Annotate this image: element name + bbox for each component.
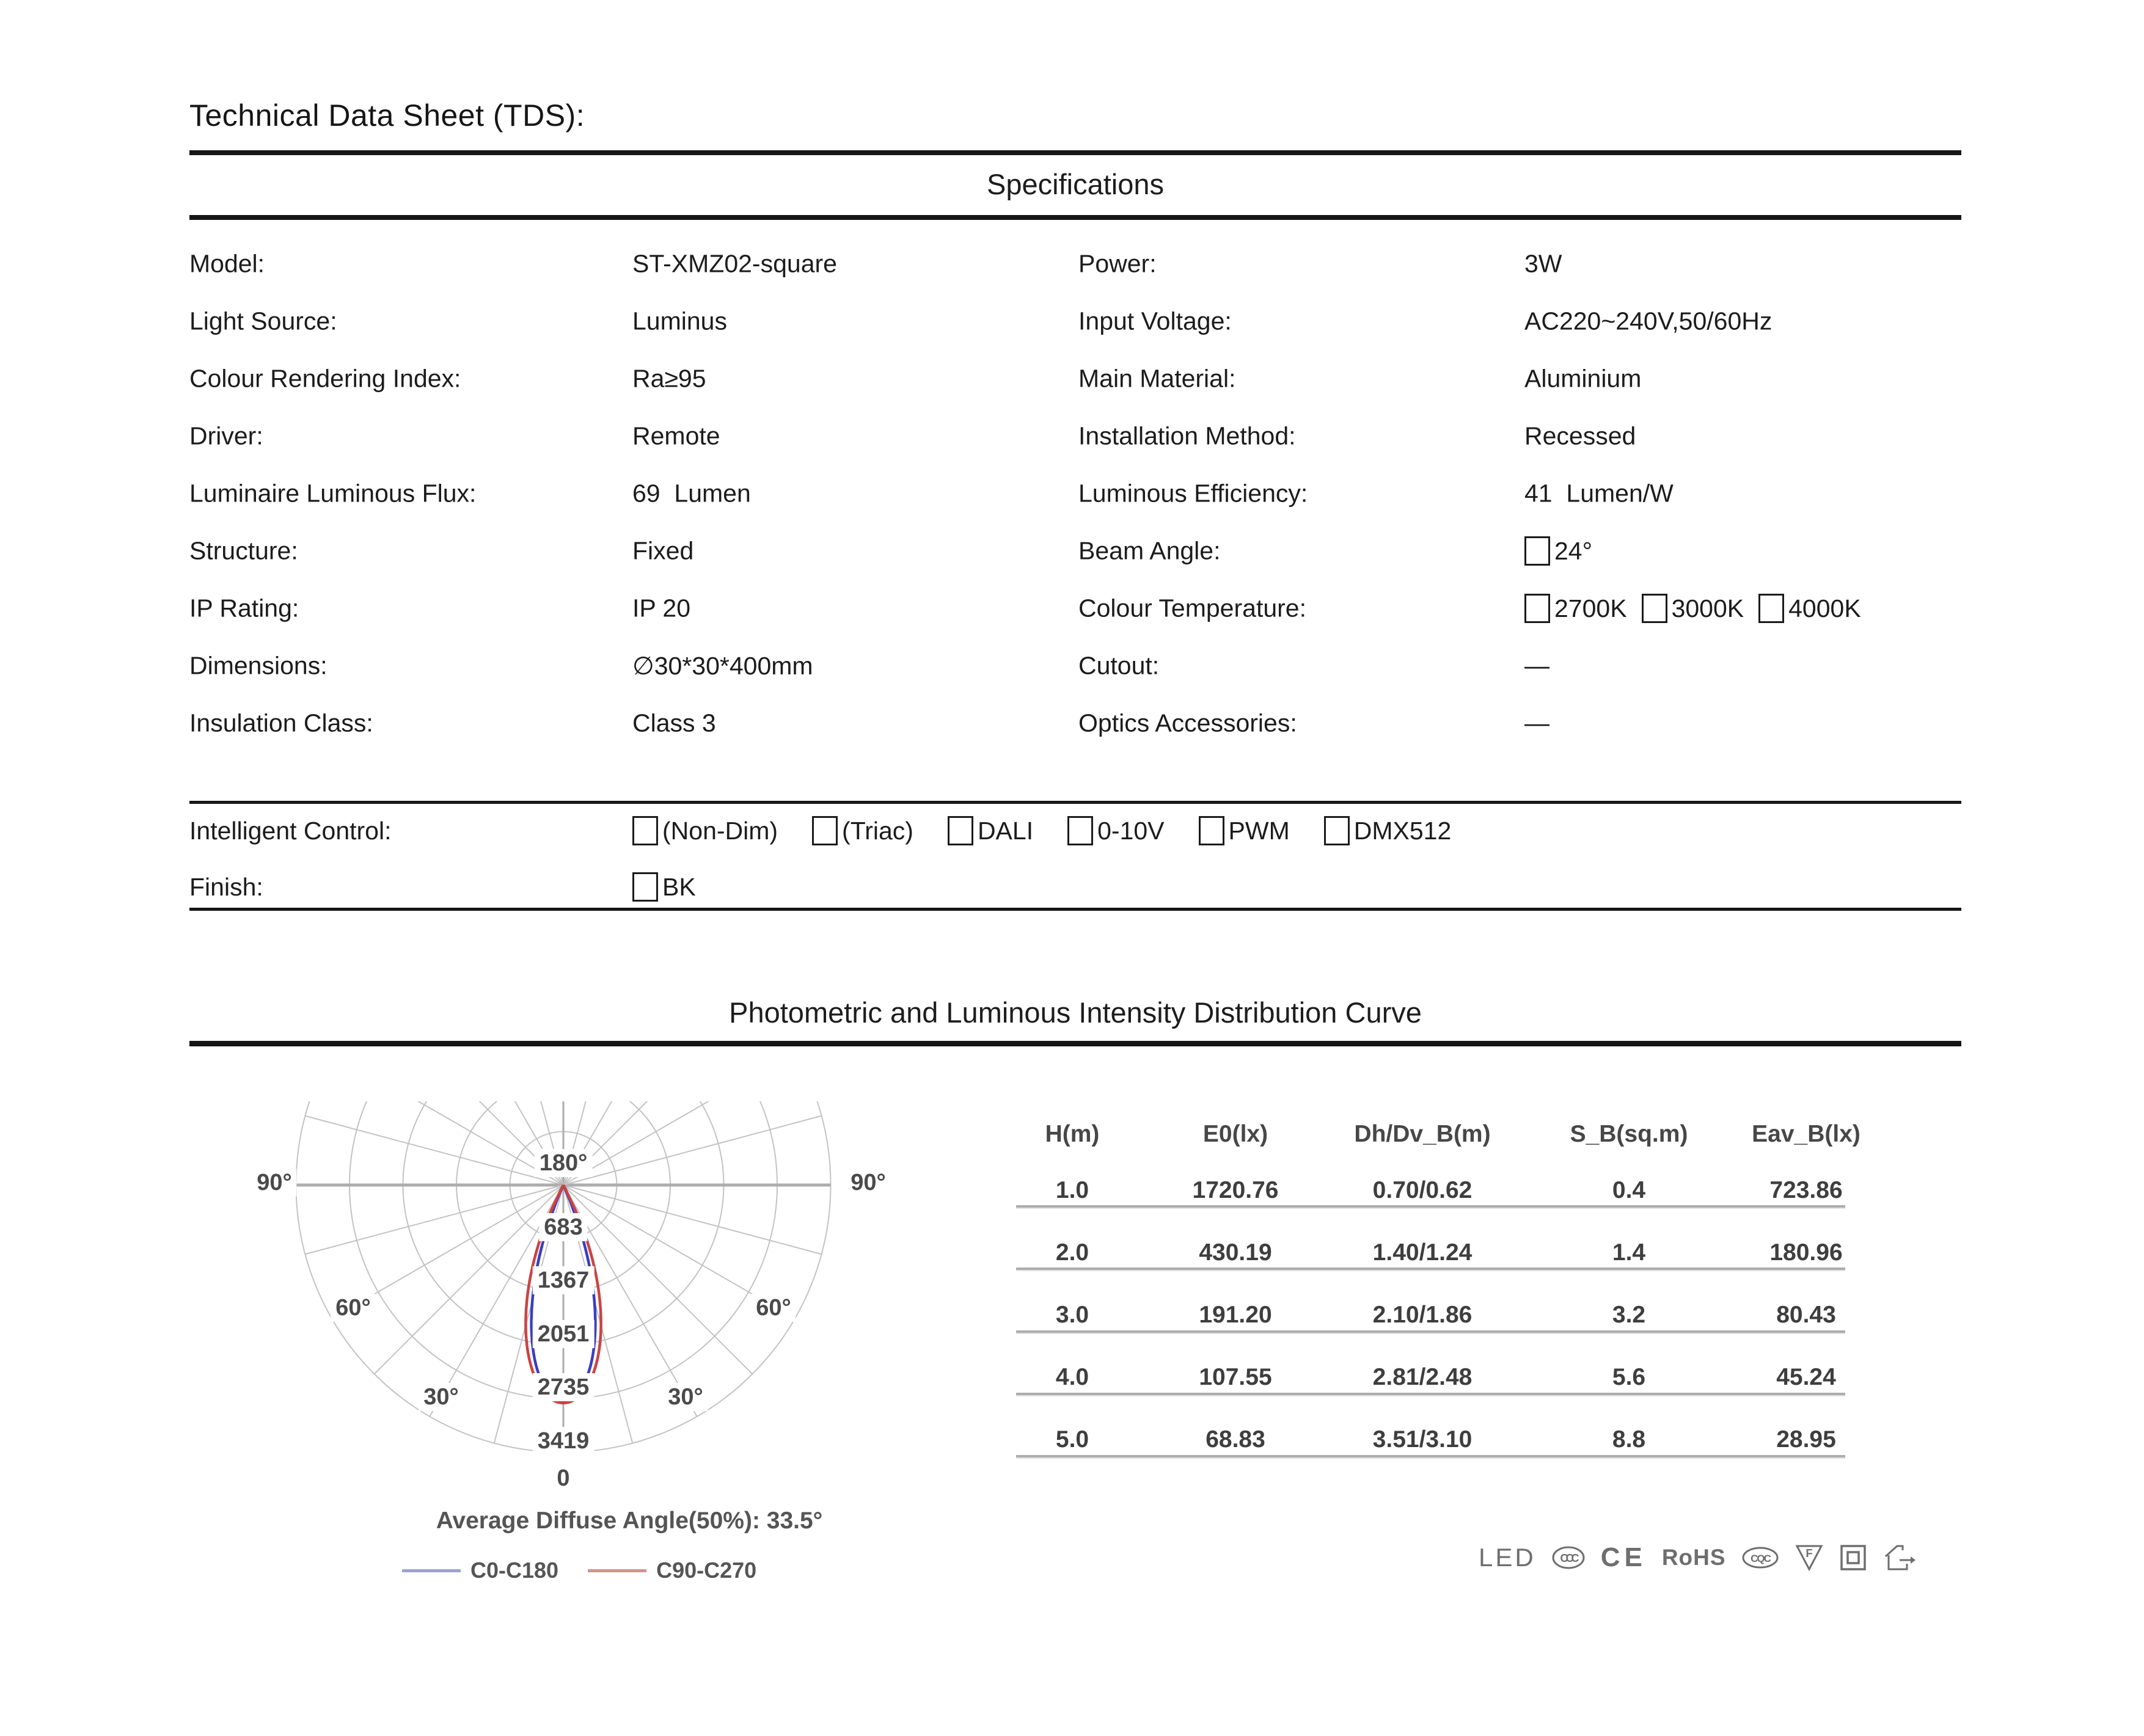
check-label: BK [662, 872, 696, 901]
spec-label: Beam Angle: [1078, 536, 1221, 565]
average-diffuse-angle-note: Average Diffuse Angle(50%): 33.5° [436, 1508, 823, 1534]
angle-label-60-left: 60° [331, 1294, 375, 1322]
check-label: 24° [1554, 536, 1593, 565]
spec-label: Power: [1078, 249, 1157, 278]
table-header-cell: E0(lx) [1202, 1121, 1268, 1147]
table-cell: 1.40/1.24 [1372, 1239, 1473, 1266]
f-text: F [1806, 1547, 1813, 1559]
table-cell: 4.0 [1055, 1364, 1089, 1390]
spec-label: Colour Temperature: [1078, 594, 1306, 622]
table-cell: 723.86 [1769, 1177, 1843, 1203]
rohs-label: RoHS [1661, 1545, 1726, 1570]
ring-value-label: 3419 [533, 1427, 595, 1455]
spec-label: Model: [189, 249, 265, 278]
spec-value: IP 20 [632, 594, 690, 622]
check-label: (Triac) [842, 816, 913, 845]
spec-value: AC220~240V,50/60Hz [1524, 307, 1773, 335]
table-row-divider [1016, 1205, 1845, 1209]
table-cell: 3.2 [1612, 1302, 1646, 1328]
table-cell: 3.51/3.10 [1372, 1426, 1473, 1453]
angle-label-30-left: 30° [419, 1383, 463, 1411]
table-cell: 45.24 [1776, 1364, 1836, 1390]
spec-label: Insulation Class: [189, 709, 373, 737]
angle-label-0: 0 [552, 1464, 574, 1492]
table-cell: 1.0 [1055, 1177, 1089, 1203]
table-cell: 0.4 [1612, 1177, 1646, 1203]
legend-label: C90-C270 [656, 1558, 757, 1583]
check-label: 3000K [1671, 594, 1744, 622]
spec-label: Luminous Efficiency: [1078, 479, 1308, 508]
legend-item [402, 1558, 558, 1583]
table-cell: 0.70/0.62 [1372, 1177, 1473, 1203]
spec-value: Ra≥95 [632, 364, 706, 393]
ring-value-label: 2051 [533, 1320, 595, 1348]
table-header-cell: Dh/Dv_B(m) [1354, 1121, 1491, 1147]
check-label: DALI [977, 816, 1034, 845]
table-cell: 430.19 [1199, 1239, 1272, 1266]
table-cell: 191.20 [1199, 1302, 1272, 1328]
table-header-cell: Eav_B(lx) [1752, 1121, 1860, 1147]
chart-legend [402, 1558, 756, 1583]
certification-icons [1479, 1542, 1915, 1574]
table-cell: 80.43 [1776, 1302, 1836, 1328]
spec-label: Input Voltage: [1078, 307, 1232, 335]
table-cell: 180.96 [1769, 1239, 1843, 1266]
table-row-divider [1016, 1393, 1845, 1396]
spec-label: IP Rating: [189, 594, 299, 622]
spec-label: Light Source: [189, 307, 337, 335]
table-row-divider [1016, 1267, 1845, 1271]
cqc-text: CQC [1750, 1553, 1770, 1564]
spec-value: 3W [1524, 249, 1562, 278]
spec-label: Main Material: [1078, 364, 1236, 393]
table-cell: 107.55 [1199, 1364, 1272, 1390]
control-label: Finish: [189, 872, 263, 901]
class-ii-insulation-icon [1839, 1544, 1867, 1571]
spec-value: Class 3 [632, 709, 716, 737]
spec-value: 69 Lumen [632, 479, 751, 508]
angle-label-60-right: 60° [751, 1294, 796, 1322]
ring-value-label: 2735 [533, 1373, 595, 1401]
ce-mark-icon: CE [1600, 1542, 1647, 1572]
check-label: DMX512 [1353, 816, 1452, 845]
table-header-cell: H(m) [1045, 1121, 1100, 1147]
table-row-divider [1016, 1330, 1845, 1334]
table-cell: 68.83 [1206, 1426, 1265, 1453]
table-cell: 2.0 [1055, 1239, 1089, 1266]
led-label: LED [1479, 1543, 1536, 1572]
cqc-mark-icon [1741, 1545, 1779, 1570]
ring-value-label: 1367 [533, 1266, 595, 1294]
legend-label: C0-C180 [470, 1558, 559, 1583]
spec-label: Luminaire Luminous Flux: [189, 479, 477, 508]
angle-label-90-right: 90° [846, 1169, 890, 1197]
ccc-text: CCC [1560, 1552, 1577, 1564]
angle-label-30-right: 30° [663, 1383, 708, 1411]
spec-label: Structure: [189, 536, 298, 565]
angle-label-180: 180° [535, 1149, 593, 1177]
spec-value: 41 Lumen/W [1524, 479, 1674, 508]
spec-label: Cutout: [1078, 651, 1160, 680]
spec-label: Optics Accessories: [1078, 709, 1297, 737]
spec-value: — [1524, 709, 1549, 737]
control-label: Intelligent Control: [189, 816, 392, 845]
check-label: 2700K [1554, 594, 1627, 622]
legend-line [588, 1569, 646, 1572]
angle-label-90-left: 90° [252, 1169, 296, 1197]
spec-value: ∅30*30*400mm [632, 652, 813, 680]
photometric-heading: Photometric and Luminous Intensity Distribution Curve [729, 996, 1422, 1029]
indoor-use-house-icon [1882, 1543, 1915, 1572]
spec-value: Luminus [632, 307, 727, 335]
table-header-cell: S_B(sq.m) [1570, 1121, 1688, 1147]
check-label: 0-10V [1097, 816, 1165, 845]
spec-value: — [1524, 651, 1549, 680]
table-cell: 2.10/1.86 [1372, 1302, 1473, 1328]
spec-label: Colour Rendering Index: [189, 364, 461, 393]
ccc-mark-icon [1551, 1545, 1586, 1570]
table-row-divider [1016, 1455, 1845, 1459]
spec-label: Installation Method: [1078, 421, 1296, 450]
table-cell: 2.81/2.48 [1372, 1364, 1473, 1390]
spec-value: Fixed [632, 536, 694, 565]
spec-value: Remote [632, 421, 720, 450]
ring-value-label: 683 [539, 1213, 587, 1241]
spec-value: ST-XMZ02-square [632, 249, 837, 278]
table-cell: 28.95 [1776, 1426, 1836, 1453]
spec-value: Recessed [1524, 421, 1636, 450]
spec-label: Dimensions: [189, 651, 327, 680]
legend-line [402, 1569, 461, 1572]
table-cell: 8.8 [1612, 1426, 1646, 1453]
table-cell: 5.0 [1055, 1426, 1089, 1453]
table-cell: 5.6 [1612, 1364, 1646, 1390]
spec-value: Aluminium [1524, 364, 1642, 393]
page-title: Technical Data Sheet (TDS): [189, 98, 585, 133]
table-cell: 1720.76 [1192, 1177, 1279, 1203]
check-label: (Non-Dim) [662, 816, 778, 845]
legend-item [588, 1558, 756, 1583]
table-cell: 1.4 [1612, 1239, 1646, 1266]
table-cell: 3.0 [1055, 1302, 1089, 1328]
f-mark-icon [1795, 1544, 1824, 1571]
check-label: PWM [1228, 816, 1290, 845]
spec-label: Driver: [189, 421, 263, 450]
check-label: 4000K [1788, 594, 1861, 622]
specifications-heading: Specifications [987, 168, 1164, 200]
